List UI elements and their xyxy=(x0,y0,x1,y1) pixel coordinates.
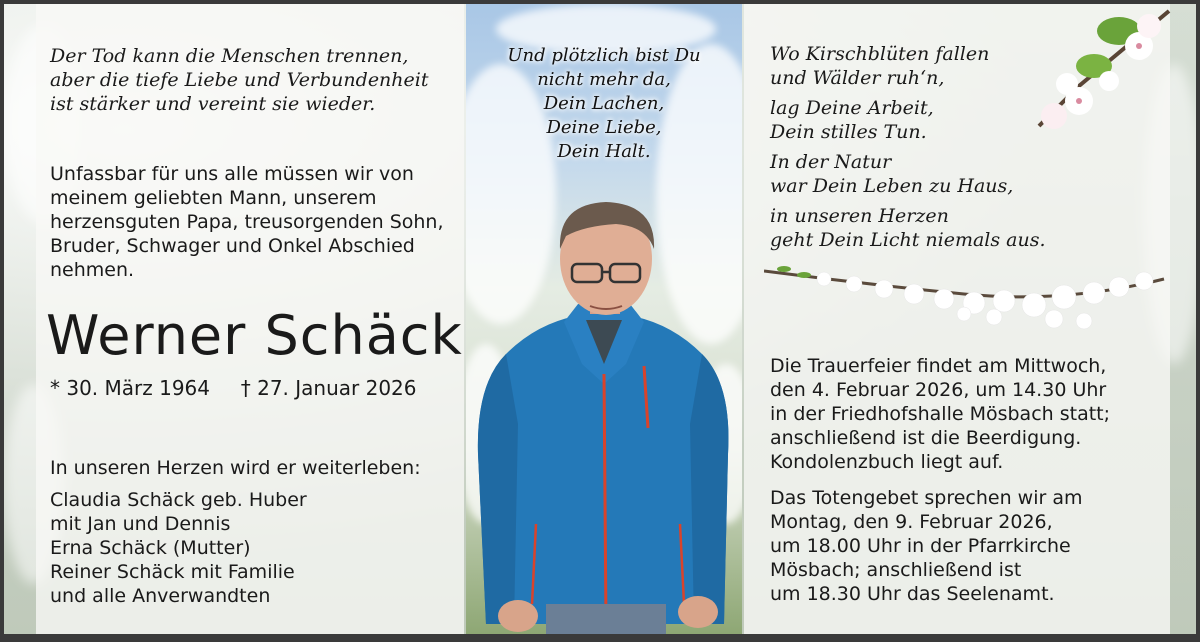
poem-line: Wo Kirschblüten fallen xyxy=(770,43,990,65)
poem-line: und Wälder ruh‘n, xyxy=(770,67,945,89)
verse-line: Der Tod kann die Menschen trennen, xyxy=(50,45,409,67)
funeral-line: anschließend ist die Beerdigung. xyxy=(770,427,1082,449)
quote-line: nicht mehr da, xyxy=(537,69,671,90)
mourner-line: Claudia Schäck geb. Huber xyxy=(50,489,307,511)
announcement-line: herzensguten Papa, treusorgenden Sohn, xyxy=(50,211,444,233)
death-date: † 27. Januar 2026 xyxy=(240,376,417,400)
mourner-line: Erna Schäck (Mutter) xyxy=(50,537,251,559)
prayer-info xyxy=(770,486,1083,606)
funeral-line: Kondolenzbuch liegt auf. xyxy=(770,451,1004,473)
opening-verse xyxy=(50,44,429,116)
announcement-line: Bruder, Schwager und Onkel Abschied xyxy=(50,235,415,257)
poem-line: lag Deine Arbeit, xyxy=(770,97,934,119)
announcement-line: meinem geliebten Mann, unserem xyxy=(50,187,377,209)
obituary-page xyxy=(4,4,1196,634)
mourner-line: mit Jan und Dennis xyxy=(50,513,231,535)
center-quote xyxy=(466,44,742,164)
mourners-intro: In unseren Herzen wird er weiterleben: xyxy=(50,457,421,479)
announcement-text xyxy=(50,162,444,282)
poem-line: war Dein Leben zu Haus, xyxy=(770,175,1014,197)
poem-line: geht Dein Licht niemals aus. xyxy=(770,229,1046,251)
prayer-line: um 18.00 Uhr in der Pfarrkirche xyxy=(770,535,1071,557)
prayer-line: Mösbach; anschließend ist xyxy=(770,559,1022,581)
funeral-line: Die Trauerfeier findet am Mittwoch, xyxy=(770,355,1107,377)
announcement-line: nehmen. xyxy=(50,259,135,281)
portrait-photo xyxy=(466,4,742,634)
quote-line: Dein Lachen, xyxy=(543,93,665,114)
funeral-line: den 4. Februar 2026, um 14.30 Uhr xyxy=(770,379,1107,401)
quote-line: Und plötzlich bist Du xyxy=(507,45,701,66)
funeral-info xyxy=(770,354,1110,474)
funeral-line: in der Friedhofshalle Mösbach statt; xyxy=(770,403,1111,425)
poem-line: Dein stilles Tun. xyxy=(770,121,927,143)
mourner-line: und alle Anverwandten xyxy=(50,585,271,607)
quote-line: Deine Liebe, xyxy=(546,117,662,138)
prayer-line: Das Totengebet sprechen wir am xyxy=(770,487,1083,509)
quote-line: Dein Halt. xyxy=(557,141,651,162)
life-dates xyxy=(50,376,417,400)
poem-line: in unseren Herzen xyxy=(770,205,949,227)
verse-line: ist stärker und vereint sie wieder. xyxy=(50,93,376,115)
birth-date: * 30. März 1964 xyxy=(50,376,211,400)
blossom-branch-icon xyxy=(764,259,1169,344)
deceased-name: Werner Schäck xyxy=(46,304,463,367)
verse-line: aber die tiefe Liebe und Verbundenheit xyxy=(50,69,429,91)
mourners-list xyxy=(50,488,307,608)
prayer-line: um 18.30 Uhr das Seelenamt. xyxy=(770,583,1055,605)
poem-line: In der Natur xyxy=(770,151,892,173)
announcement-line: Unfassbar für uns alle müssen wir von xyxy=(50,163,414,185)
prayer-line: Montag, den 9. Februar 2026, xyxy=(770,511,1053,533)
poem xyxy=(770,42,1046,252)
mourner-line: Reiner Schäck mit Familie xyxy=(50,561,295,583)
